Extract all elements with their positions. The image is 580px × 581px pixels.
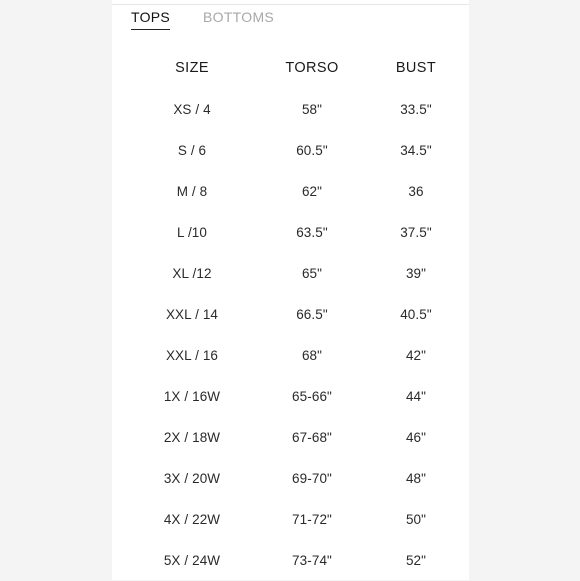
size-cell: XS / 4 bbox=[173, 102, 211, 117]
bust-cell: 40.5" bbox=[400, 307, 432, 322]
torso-cell: 73-74" bbox=[292, 553, 332, 568]
torso-cell: 69-70" bbox=[292, 471, 332, 486]
table-row bbox=[130, 130, 470, 171]
table-row bbox=[130, 294, 470, 335]
torso-cell: 67-68" bbox=[292, 430, 332, 445]
table-row bbox=[130, 89, 470, 130]
bust-cell: 34.5" bbox=[400, 143, 432, 158]
bust-cell: 37.5" bbox=[400, 225, 432, 240]
top-divider bbox=[112, 4, 469, 5]
bust-cell: 46" bbox=[405, 430, 427, 445]
table-header-row bbox=[130, 48, 470, 89]
size-cell: XXL / 16 bbox=[165, 348, 219, 363]
torso-cell: 63.5" bbox=[296, 225, 328, 240]
tab-tops[interactable]: TOPS bbox=[131, 9, 170, 30]
table-row bbox=[130, 212, 470, 253]
table-row bbox=[130, 458, 470, 499]
torso-cell: 66.5" bbox=[296, 307, 328, 322]
table-row bbox=[130, 335, 470, 376]
size-cell: XL /12 bbox=[172, 266, 212, 281]
torso-cell: 65-66" bbox=[292, 389, 332, 404]
bust-cell: 36 bbox=[408, 184, 424, 199]
torso-cell: 58" bbox=[301, 102, 323, 117]
bust-cell: 50" bbox=[405, 512, 427, 527]
bust-cell: 42" bbox=[405, 348, 427, 363]
size-cell: 4X / 22W bbox=[163, 512, 221, 527]
bust-cell: 39" bbox=[405, 266, 427, 281]
size-cell: L /10 bbox=[176, 225, 208, 240]
size-cell: M / 8 bbox=[176, 184, 208, 199]
bust-cell: 48" bbox=[405, 471, 427, 486]
size-table bbox=[130, 48, 470, 581]
size-cell: 3X / 20W bbox=[163, 471, 221, 486]
table-row bbox=[130, 171, 470, 212]
torso-cell: 65" bbox=[301, 266, 323, 281]
bust-cell: 33.5" bbox=[400, 102, 432, 117]
torso-cell: 71-72" bbox=[292, 512, 332, 527]
table-row bbox=[130, 499, 470, 540]
table-row bbox=[130, 253, 470, 294]
column-header-torso: TORSO bbox=[285, 60, 339, 76]
size-cell: XXL / 14 bbox=[165, 307, 219, 322]
size-cell: 2X / 18W bbox=[163, 430, 221, 445]
table-row bbox=[130, 376, 470, 417]
torso-cell: 60.5" bbox=[296, 143, 328, 158]
bust-cell: 52" bbox=[405, 553, 427, 568]
column-header-size: SIZE bbox=[175, 60, 209, 76]
size-cell: 5X / 24W bbox=[163, 553, 221, 568]
size-cell: 1X / 16W bbox=[163, 389, 221, 404]
torso-cell: 68" bbox=[301, 348, 323, 363]
table-row bbox=[130, 540, 470, 581]
column-header-bust: BUST bbox=[395, 60, 437, 76]
torso-cell: 62" bbox=[301, 184, 323, 199]
size-cell: S / 6 bbox=[177, 143, 207, 158]
table-row bbox=[130, 417, 470, 458]
bust-cell: 44" bbox=[405, 389, 427, 404]
tab-bottoms[interactable]: BOTTOMS bbox=[203, 9, 275, 25]
